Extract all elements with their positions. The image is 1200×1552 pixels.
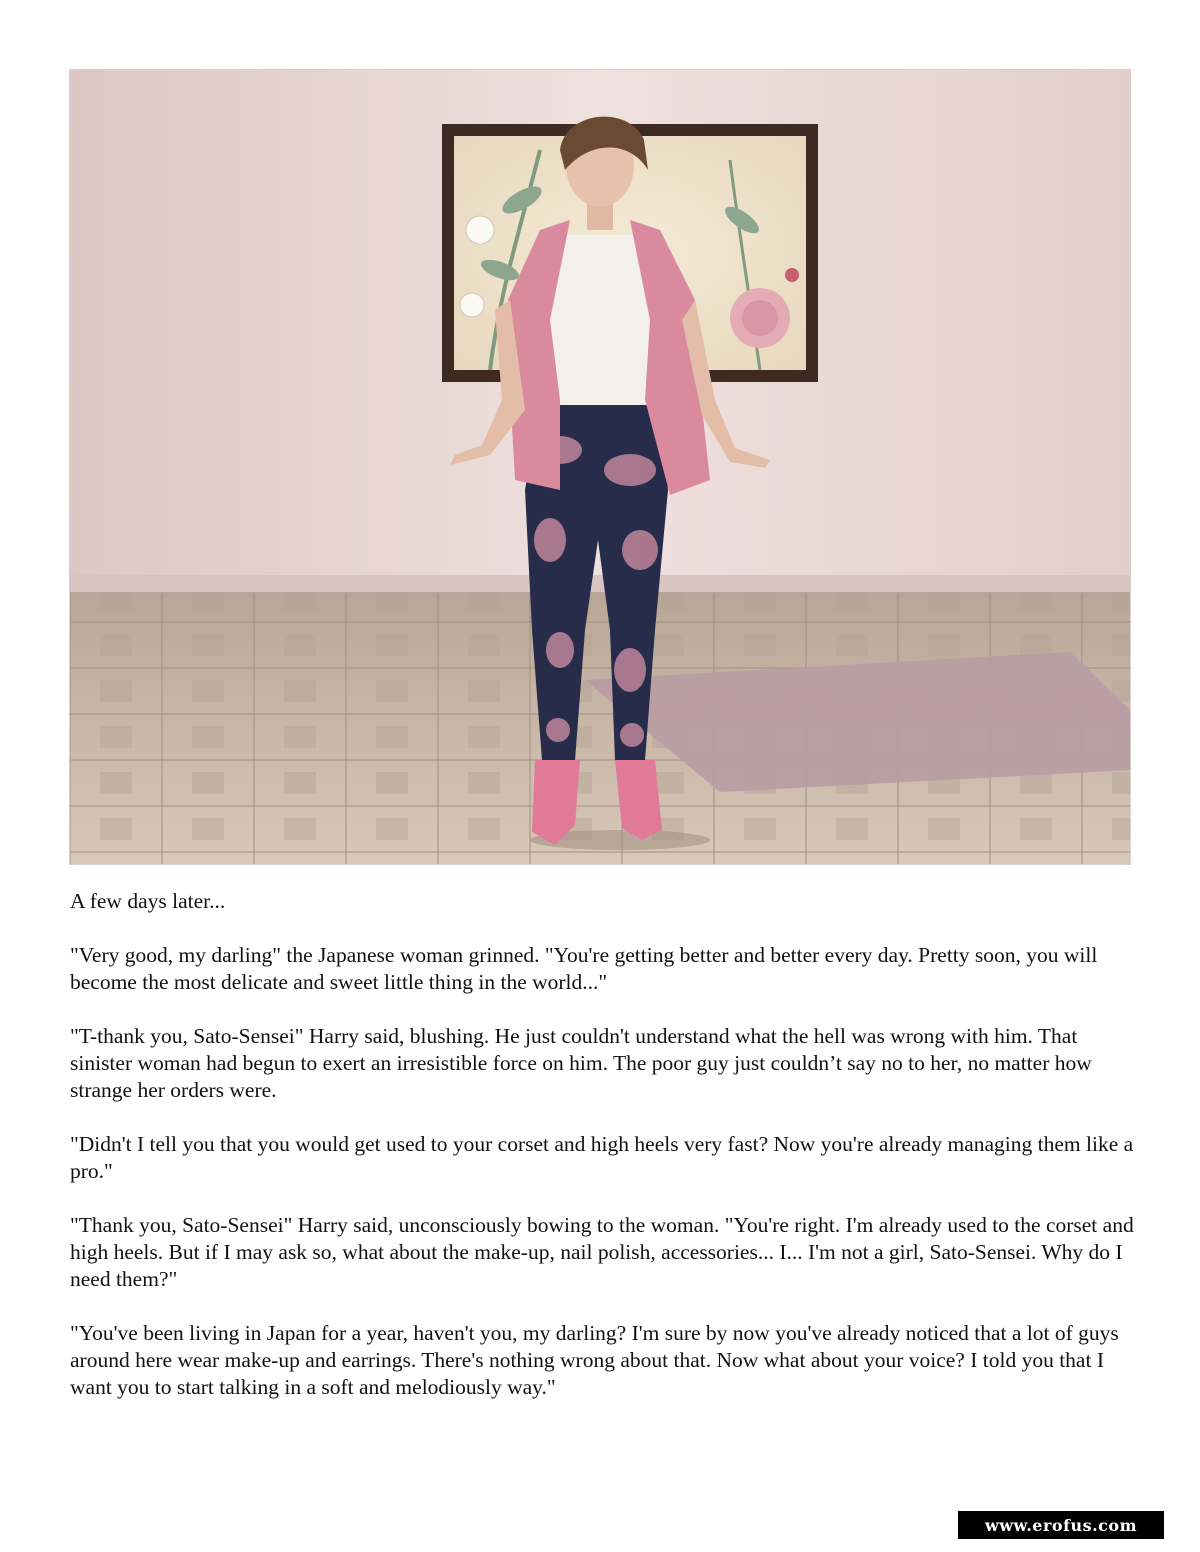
- site-watermark: www.erofus.com: [958, 1511, 1164, 1539]
- paragraph-sensei-answer: "You've been living in Japan for a year, haven't you, my darling? I'm sure by now you've already noticed that a lot of guys around here wear make-up and earrings. There's nothing wrong about that. Now what about your voice? I told you that I want you to start talking in a soft and melodiously way.": [70, 1321, 1119, 1399]
- story-text: [70, 888, 1140, 1428]
- baseboard: [70, 575, 1130, 593]
- illustration-scene: [70, 70, 1130, 864]
- paragraph-harry-question: "Thank you, Sato-Sensei" Harry said, unconsciously bowing to the woman. "You're right. I'm already used to the corset and high heels. But if I may ask so, what about the make-up, nail polish, accessories... I... I'm not a girl, Sato-Sensei. Why do I need them?": [70, 1213, 1134, 1291]
- paragraph-harry-thanks: "T-thank you, Sato-Sensei" Harry said, blushing. He just couldn't understand what the hell was wrong with him. That sinister woman had begun to exert an irresistible force on him. The poor guy just couldn’t say no to her, no matter how strange her orders were.: [70, 1024, 1092, 1102]
- story-illustration: [70, 70, 1130, 864]
- paragraph-intro: A few days later...: [70, 889, 226, 913]
- paragraph-sensei-praise: "Very good, my darling" the Japanese woman grinned. "You're getting better and better every day. Pretty soon, you will become the most delicate and sweet little thing in the world...": [70, 943, 1098, 994]
- paragraph-corset: "Didn't I tell you that you would get used to your corset and high heels very fast? Now you're already managing them like a pro.": [70, 1132, 1134, 1183]
